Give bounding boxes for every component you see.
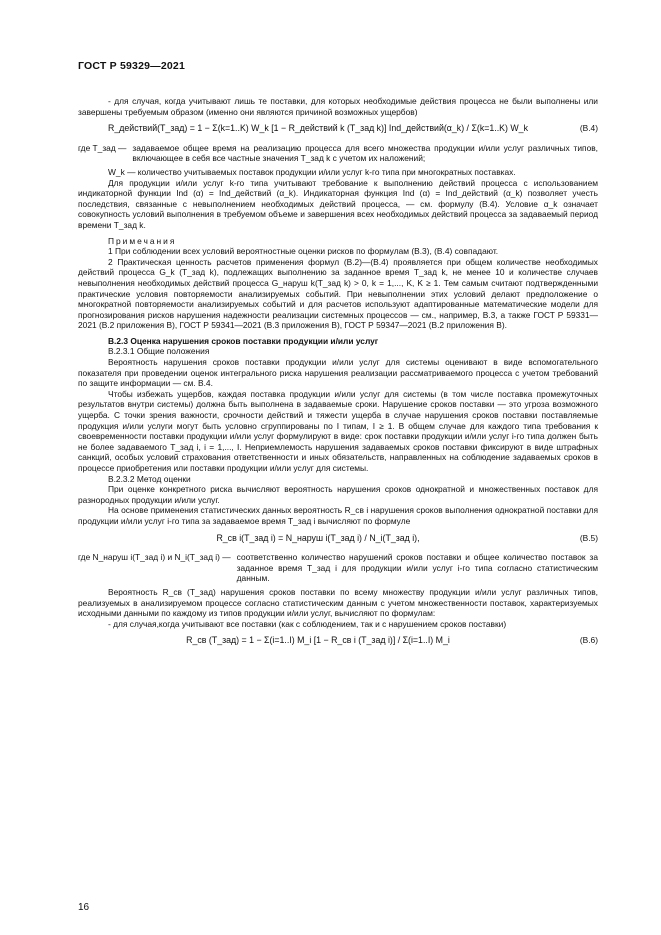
definition-text: соответственно количество нарушений сроков поставки и общее количество поставок за заданное время T_зад i для продукции и/или услуг i-го типа согласно статистическим данным. [236, 552, 598, 584]
notes-heading: Примечания [108, 235, 177, 246]
definition-term: где T_зад — [78, 142, 127, 153]
formula-b4: R_действий(T_зад) = 1 − Σ(k=1..K) W_k [1 − R_действий k (T_зад k)] Ind_действий(α_k) / Σ(k=1..K) W_k [108, 123, 528, 134]
intro-case: - для случая, когда учитывают лишь те поставки, для которых необходимые действия процесса не были выполнены или завершены требуемым образом (именно они являются причиной возможных ущербов) [78, 96, 598, 117]
paragraph-auxiliary-indicator: Вероятность нарушения сроков поставки продукции и/или услуг для системы оценивают в виде вспомогательного показателя при проведении оценок интегрального риска нарушения реализации рассматриваемого процесса с учетом требований по защите информации — см. B.4. [78, 357, 598, 389]
paragraph-overall-probability: Вероятность R_св (T_зад) нарушения сроков поставки по всему множеству продукции и/или услуг различных типов, реализуемых в анализируемом процессе согласно статистическим данным с учетом множественности поставок, характеризуемых исходными данными по каждому из типов продукции и/или услуг, вычисляют по формулам: [78, 586, 598, 619]
formula-b4-number: (B.4) [579, 123, 598, 134]
formula-b5-number: (B.5) [579, 532, 598, 543]
case-all-deliveries: - для случая,когда учитывают все поставки (как с соблюдением, так и с нарушением сроков поставки) [108, 618, 507, 629]
subsection-b232: B.2.3.2 Метод оценки [108, 473, 191, 484]
formula-b5-row [78, 533, 598, 544]
paragraph-indicator-function: Для продукции и/или услуг k-го типа учитывают требование к выполнению действий процесса с использованием индикаторной функции Ind (α) = Ind_действий (α_k). Индикаторная функция Ind (α) = Ind_действий (α_k) позволяет учесть последствия, связанные с невыполнением необходимых действий процесса, — см. формулу (B.4). Условие α_k означает совокупность условий выполнения в требуемом объеме и завершения всех необходимых действий процесса за задаваемый период времени T_зад k. [78, 177, 598, 230]
document-body [78, 96, 598, 655]
paragraph-method: При оценке конкретного риска вычисляют вероятность нарушения сроков однократной и множественных поставок для разнородных продукции и/или услуг. [78, 484, 598, 505]
section-heading-b23: B.2.3 Оценка нарушения сроков поставки продукции и/или услуг [108, 335, 379, 346]
note-2: 2 Практическая ценность расчетов применения формул (B.2)—(B.4) проявляется при общем количестве необходимых действий процесса G_k (T_зад k), подлежащих выполнению за заданное время T_зад k, не менее 10 и количестве случаев невыполнения необходимых действий процесса G_наруш k(T_зад k) > 0, k = 1,..., K, K ≥ 1. Тем самым считают подтвержденными практические условия повторяемости анализируемых событий. При невыполнении этих условий делают предположение о многократной повторяемости анализируемых событий и для расчетов используют адаптированные математические модели для прогнозирования рисков нарушения надежности реализации системных процессов — см., например, B.3, а также ГОСТ Р 59331—2021 (B.2 приложения B), ГОСТ Р 59341—2021 (B.3 приложения B), ГОСТ Р 59347—2021 (B.2 приложения B). [78, 256, 598, 331]
paragraph-delivery-terms: Чтобы избежать ущербов, каждая поставка продукции и/или услуг для системы (в том числе поставка промежуточных результатов внутри системы) должна быть выполнена в задаваемые сроки. Нарушение сроков поставки — это угроза возможного ущерба. С точки зрения важности, срочности действий и тяжести ущерба в случае нарушения сроков поставки поставляемые продукция и/или услуги могут быть условно сгруппированы по I типам, I ≥ 1. В общем случае для каждого типа требования к своевременности поставки продукции и/или услуг формулируют в виде: срок поставки продукции и/или услуг i-го типа должен быть не более задаваемого T_зад i, i = 1,..., I. Неприемлемость нарушения задаваемых сроков поставки фиксируют в виде штрафных санкций, особых условий страхования ответственности и иных обязательств, направленных на соблюдение задаваемых сроков в процессе приобретения или поставки продукции и/или услуг для системы. [78, 388, 598, 473]
formula-b6-number: (B.6) [579, 635, 598, 646]
definition-w-k: W_k — количество учитываемых поставок продукции и/или услуг k-го типа при многократных поставках. [108, 166, 516, 177]
formula-b4-row [78, 123, 598, 134]
page-number: 16 [78, 902, 90, 913]
formula-b5: R_св i(T_зад i) = N_наруш i(T_зад i) / N_i(T_зад i), [216, 532, 420, 543]
formula-b6-row [78, 635, 598, 646]
paragraph-statistics: На основе применения статистических данных вероятность R_св i нарушения сроков выполнения однократной поставки для продукции и/или услуг i-го типа за задаваемое время T_зад i вычисляют по формуле [78, 505, 598, 526]
note-1: 1 При соблюдении всех условий вероятностные оценки рисков по формулам (B.3), (B.4) совпадают. [108, 246, 499, 257]
subsection-b231: B.2.3.1 Общие положения [108, 346, 210, 357]
definition-text: задаваемое общее время на реализацию процесса для всего множества продукции и/или услуг различных типов, включающее в себя все частные значения T_зад k с учетом их наложений; [132, 142, 598, 164]
definition-t-zad [78, 143, 598, 164]
document-header: ГОСТ Р 59329—2021 [78, 60, 186, 72]
formula-b6: R_св (T_зад) = 1 − Σ(i=1..I) M_i [1 − R_св i (T_зад i)] / Σ(i=1..I) M_i [186, 635, 450, 646]
definition-n-narush [78, 552, 598, 584]
definition-term: где N_наруш i(T_зад i) и N_i(T_зад i) — [78, 552, 231, 563]
